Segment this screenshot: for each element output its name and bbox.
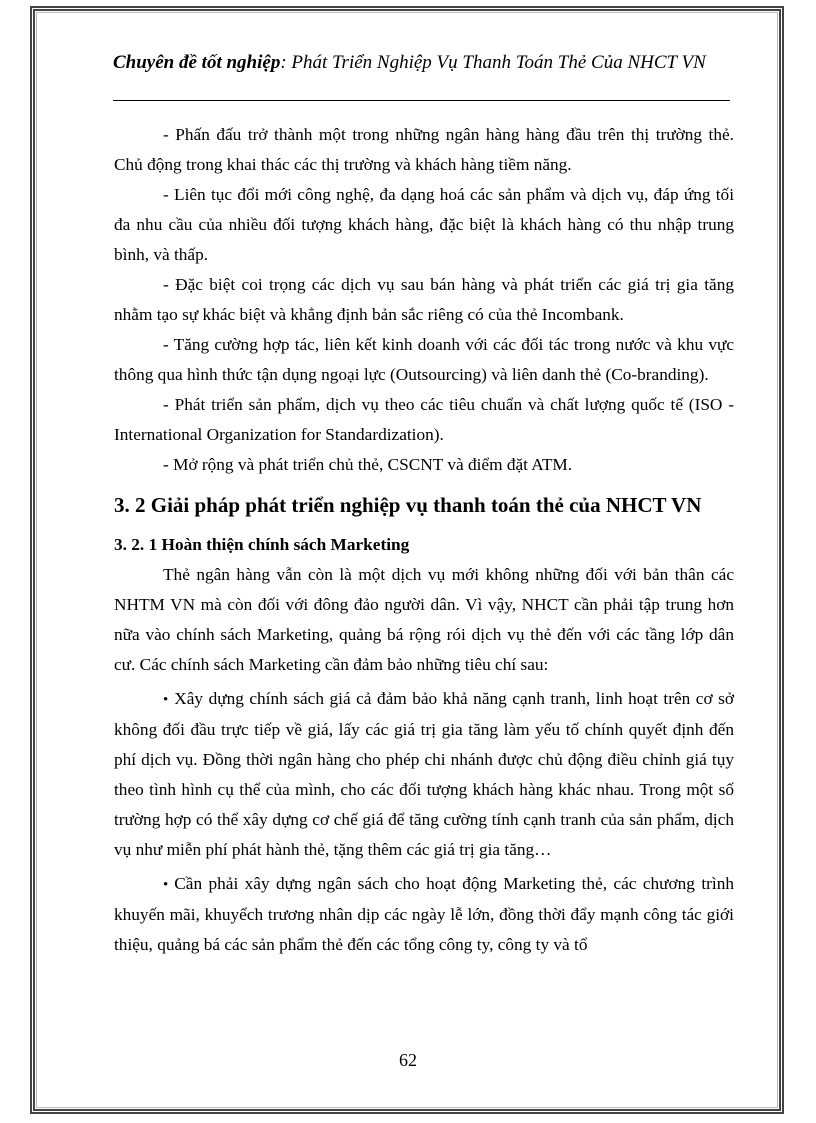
document-body (114, 120, 734, 960)
bullet-item (114, 869, 734, 960)
bullet-icon: • (163, 877, 169, 893)
goals-list (114, 120, 734, 480)
subsection-heading: 3. 2. 1 Hoàn thiện chính sách Marketing (114, 535, 410, 554)
section-heading: 3. 2 Giải pháp phát triển nghiệp vụ thanh toán thẻ của NHCT VN (114, 493, 702, 517)
goal-item: - Phấn đấu trở thành một trong những ngân hàng hàng đầu trên thị trường thẻ. Chủ động trong khai thác các thị trường và khách hàng tiềm năng. (114, 125, 734, 174)
running-header (113, 52, 713, 74)
goal-item: - Mở rộng và phát triển chủ thẻ, CSCNT và điểm đặt ATM. (163, 455, 573, 474)
header-rule (113, 100, 730, 101)
intro-paragraph: Thẻ ngân hàng vẫn còn là một dịch vụ mới không những đối với bản thân các NHTM VN mà còn đối với đông đảo người dân. Vì vậy, NHCT cần phải tập trung hơn nữa vào chính sách Marketing, quảng bá rộng rói dịch vụ thẻ đến với các tầng lớp dân cư. Các chính sách Marketing cần đảm bảo những tiêu chí sau: (114, 565, 734, 674)
bullet-text: Xây dựng chính sách giá cả đảm bảo khả năng cạnh tranh, linh hoạt trên cơ sở không đối đầu trực tiếp về giá, lấy các giá trị gia tăng làm yếu tố chính quyết định đến phí dịch vụ. Đồng thời ngân hàng cho phép chi nhánh được chủ động điều chỉnh giá tụy theo tình hình cụ thể của mình, cho các đối tượng khách hàng khác nhau. Trong một số trường hợp có thể xây dựng cơ chế giá để tăng cường tính cạnh tranh của sản phẩm, dịch vụ như miễn phí phát hành thẻ, tặng thêm các giá trị gia tăng… (114, 689, 734, 859)
bullet-item (114, 684, 734, 865)
header-title-bold: Chuyên đề tốt nghiệp (113, 52, 281, 73)
goal-item: - Đặc biệt coi trọng các dịch vụ sau bán hàng và phát triển các giá trị gia tăng nhằm tạo sự khác biệt và khẳng định bản sắc riêng có của thẻ Incombank. (114, 275, 734, 324)
goal-item: - Liên tục đổi mới công nghệ, đa dạng hoá các sản phẩm và dịch vụ, đáp ứng tối đa nhu cầu của nhiều đối tượng khách hàng, đặc biệt là khách hàng có thu nhập trung bình, và thấp. (114, 185, 734, 264)
bullet-text: Cần phải xây dựng ngân sách cho hoạt động Marketing thẻ, các chương trình khuyến mãi, khuyếch trương nhân dịp các ngày lễ lớn, đồng thời đẩy mạnh công tác giới thiệu, quảng bá các sản phẩm thẻ đến các tổng công ty, công ty và tổ (114, 874, 734, 954)
goal-item: - Phát triển sản phẩm, dịch vụ theo các tiêu chuẩn và chất lượng quốc tế (ISO - International Organization for Standardization). (114, 395, 734, 444)
goal-item: - Tăng cường hợp tác, liên kết kinh doanh với các đối tác trong nước và khu vực thông qua hình thức tận dụng ngoại lực (Outsourcing) và liên danh thẻ (Co-branding). (114, 335, 734, 384)
page-number: 62 (399, 1050, 417, 1070)
header-title-rest: : Phát Triển Nghiệp Vụ Thanh Toán Thẻ Của NHCT VN (280, 52, 706, 73)
bullet-icon: • (163, 692, 169, 708)
